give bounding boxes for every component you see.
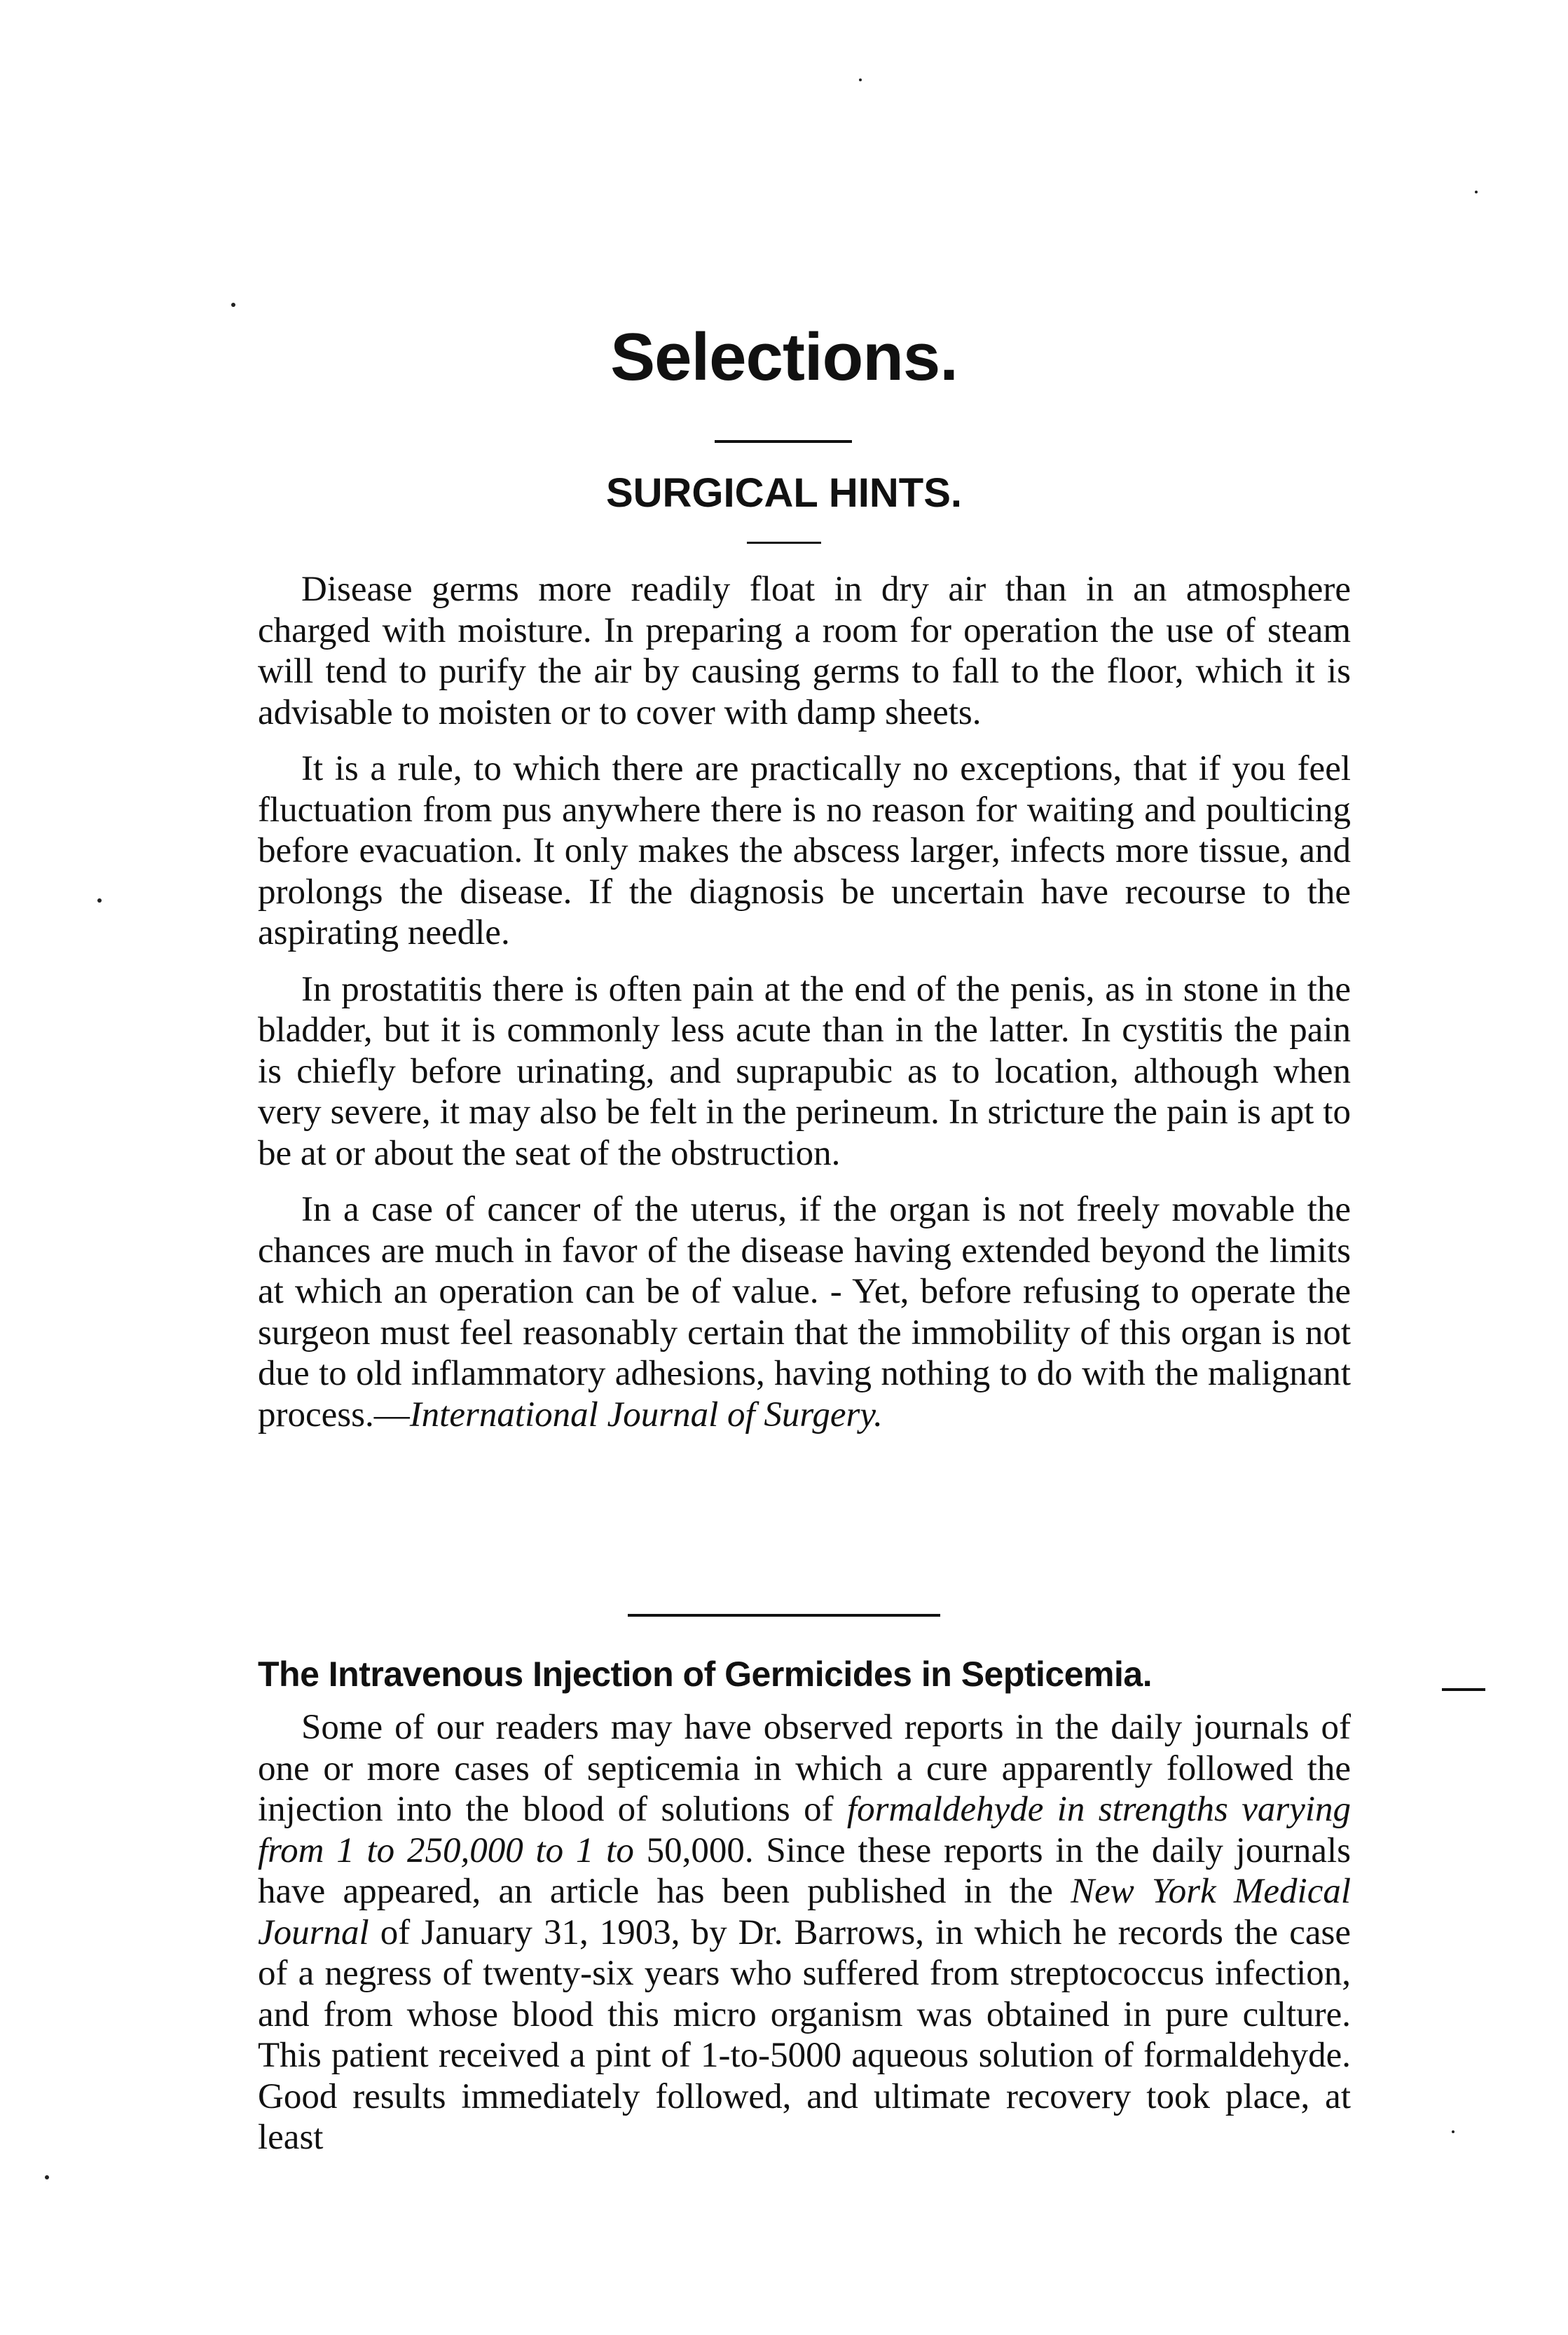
injection-body — [258, 1707, 1351, 2174]
print-speck — [859, 78, 862, 81]
paragraph: It is a rule, to which there are practically no exceptions, that if you feel fluctuation from pus anywhere there is no reason for waiting and poulticing before evacuation. It only makes the abscess larger, infects more tissue, and prolongs the disease. If the diagnosis be uncertain have recourse to the aspirating needle. — [258, 749, 1351, 952]
print-speck — [1452, 2130, 1454, 2133]
print-speck — [1475, 191, 1478, 193]
paragraph-text: of January 31, 1903, by Dr. Barrows, in which he records the case of a negress of twenty-six years who suffered from streptococcus infection, and from whose blood this micro organism was obtained in pure culture. This patient received a pint of 1-to-5000 aqueous solution of formaldehyde. Good results immediately followed, and ultimate recovery took place, at least — [258, 1912, 1351, 2157]
paragraph-text: Some of our readers may have observed reports in the daily journals of one or more cases of septicemia in which a cure apparently followed the injection into the blood of solutions of — [258, 1708, 1351, 1829]
surgical-hints-heading: SURGICAL HINTS. — [605, 470, 963, 516]
surgical-hints-body — [258, 569, 1351, 1451]
injection-heading: The Intravenous Injection of Germicides in Septicemia. — [258, 1655, 1153, 1694]
emphasized-text: formaldehyde in strengths varying from 1 to 250,000 to 1 to — [258, 1790, 1351, 1870]
journal-title: New York Medical Journal — [258, 1872, 1351, 1952]
print-speck — [97, 898, 102, 903]
print-speck — [231, 303, 235, 307]
paragraph-text: 50,000. Since these reports in the daily journals have appeared, an article has been published in the — [258, 1830, 1351, 1911]
source-citation: International Journal of Surgery. — [409, 1395, 883, 1434]
paragraph-text: In a case of cancer of the uterus, if the organ is not freely movable the chances are much in favor of the disease having extended beyond the limits at which an operation can be of value. - Yet, before refusing to operate the surgeon must feel reasonably certain that the immobility of this organ is not due to old inflammatory adhesions, having nothing to do with the malignant process.— — [258, 1190, 1351, 1434]
paragraph — [258, 1707, 1351, 2158]
paragraph — [258, 1189, 1351, 1435]
margin-mark — [1442, 1688, 1485, 1691]
title-rule — [715, 440, 852, 443]
paragraph: In prostatitis there is often pain at the end of the penis, as in stone in the bladder, but it is commonly less acute than in the latter. In cystitis the pain is chiefly before urinating, and suprapubic as to location, although when very severe, it may also be felt in the perineum. In stricture the pain is apt to be at or about the seat of the obstruction. — [258, 969, 1351, 1173]
section-title: Selections. — [610, 320, 958, 395]
paragraph: Disease germs more readily float in dry air than in an atmosphere charged with moisture. In preparing a room for operation the use of steam will tend to purify the air by causing germs to fall to the floor, which it is advisable to moisten or to cover with damp sheets. — [258, 570, 1351, 732]
section-rule — [628, 1614, 940, 1617]
print-speck — [45, 2175, 49, 2179]
subhead-rule — [747, 542, 821, 544]
